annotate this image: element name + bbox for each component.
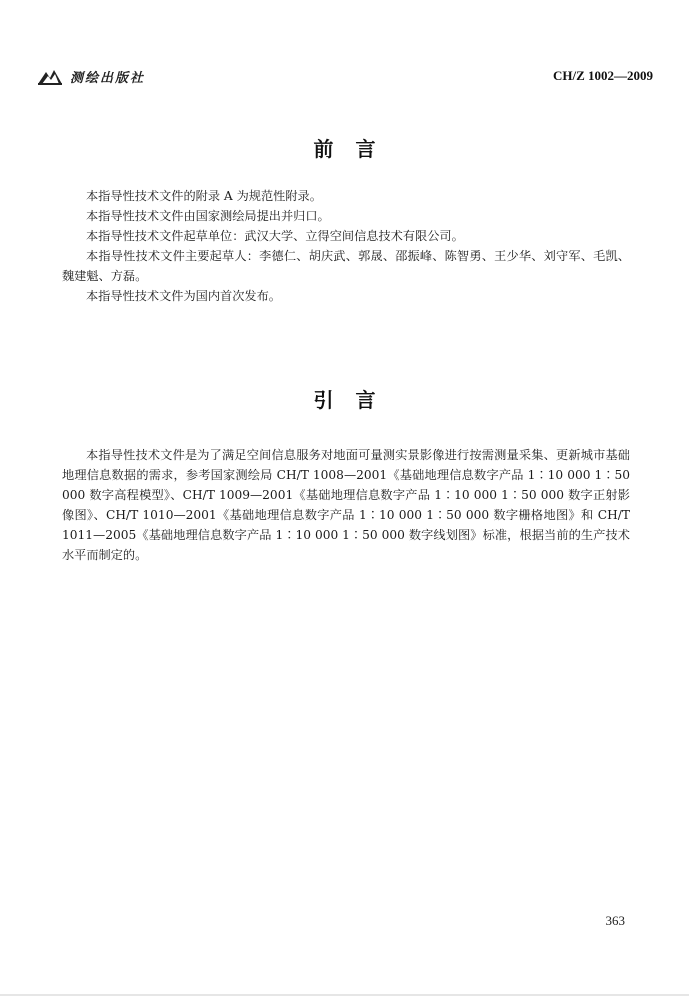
foreword-paragraph: 本指导性技术文件为国内首次发布。 [86, 289, 281, 303]
foreword-title: 前言 [313, 137, 398, 161]
introduction-title: 引言 [313, 388, 398, 412]
page-header [36, 66, 653, 88]
foreword-paragraph: 本指导性技术文件的附录 A 为规范性附录。 [86, 189, 322, 203]
foreword-paragraph: 本指导性技术文件主要起草人：李德仁、胡庆武、郭晟、邵振峰、陈智勇、王少华、刘守军、毛凯、魏建魁、方磊。 [62, 249, 630, 283]
foreword-paragraph: 本指导性技术文件由国家测绘局提出并归口。 [86, 209, 330, 223]
publisher-logo-icon [36, 66, 64, 86]
foreword-body [62, 186, 630, 306]
foreword-paragraph: 本指导性技术文件起草单位：武汉大学、立得空间信息技术有限公司。 [86, 229, 464, 243]
publisher-mark [36, 66, 145, 86]
standard-code: CH/Z 1002—2009 [552, 68, 653, 83]
publisher-name: 测绘出版社 [70, 70, 146, 86]
page-number: 363 [605, 913, 625, 928]
page-bottom-edge [0, 994, 689, 996]
introduction-paragraph: 本指导性技术文件是为了满足空间信息服务对地面可量测实景影像进行按需测量采集、更新城市基础地理信息数据的需求，参考国家测绘局 CH/T 1008—2001《基础地理信息数字产品 1∶10 000 1∶50 000 数字高程模型》、CH/T 1009—2001《基础地理信息数字产品 1∶10 000 1∶50 000 数字正射影像图》、CH/T 1010—2001《基础地理信息数字产品 1∶10 000 1∶50 000 数字栅格地图》和 CH/T 1011—2005《基础地理信息数字产品 1∶10 000 1∶50 000 数字线划图》标准，根据当前的生产技术水平而制定的。 [62, 448, 630, 562]
